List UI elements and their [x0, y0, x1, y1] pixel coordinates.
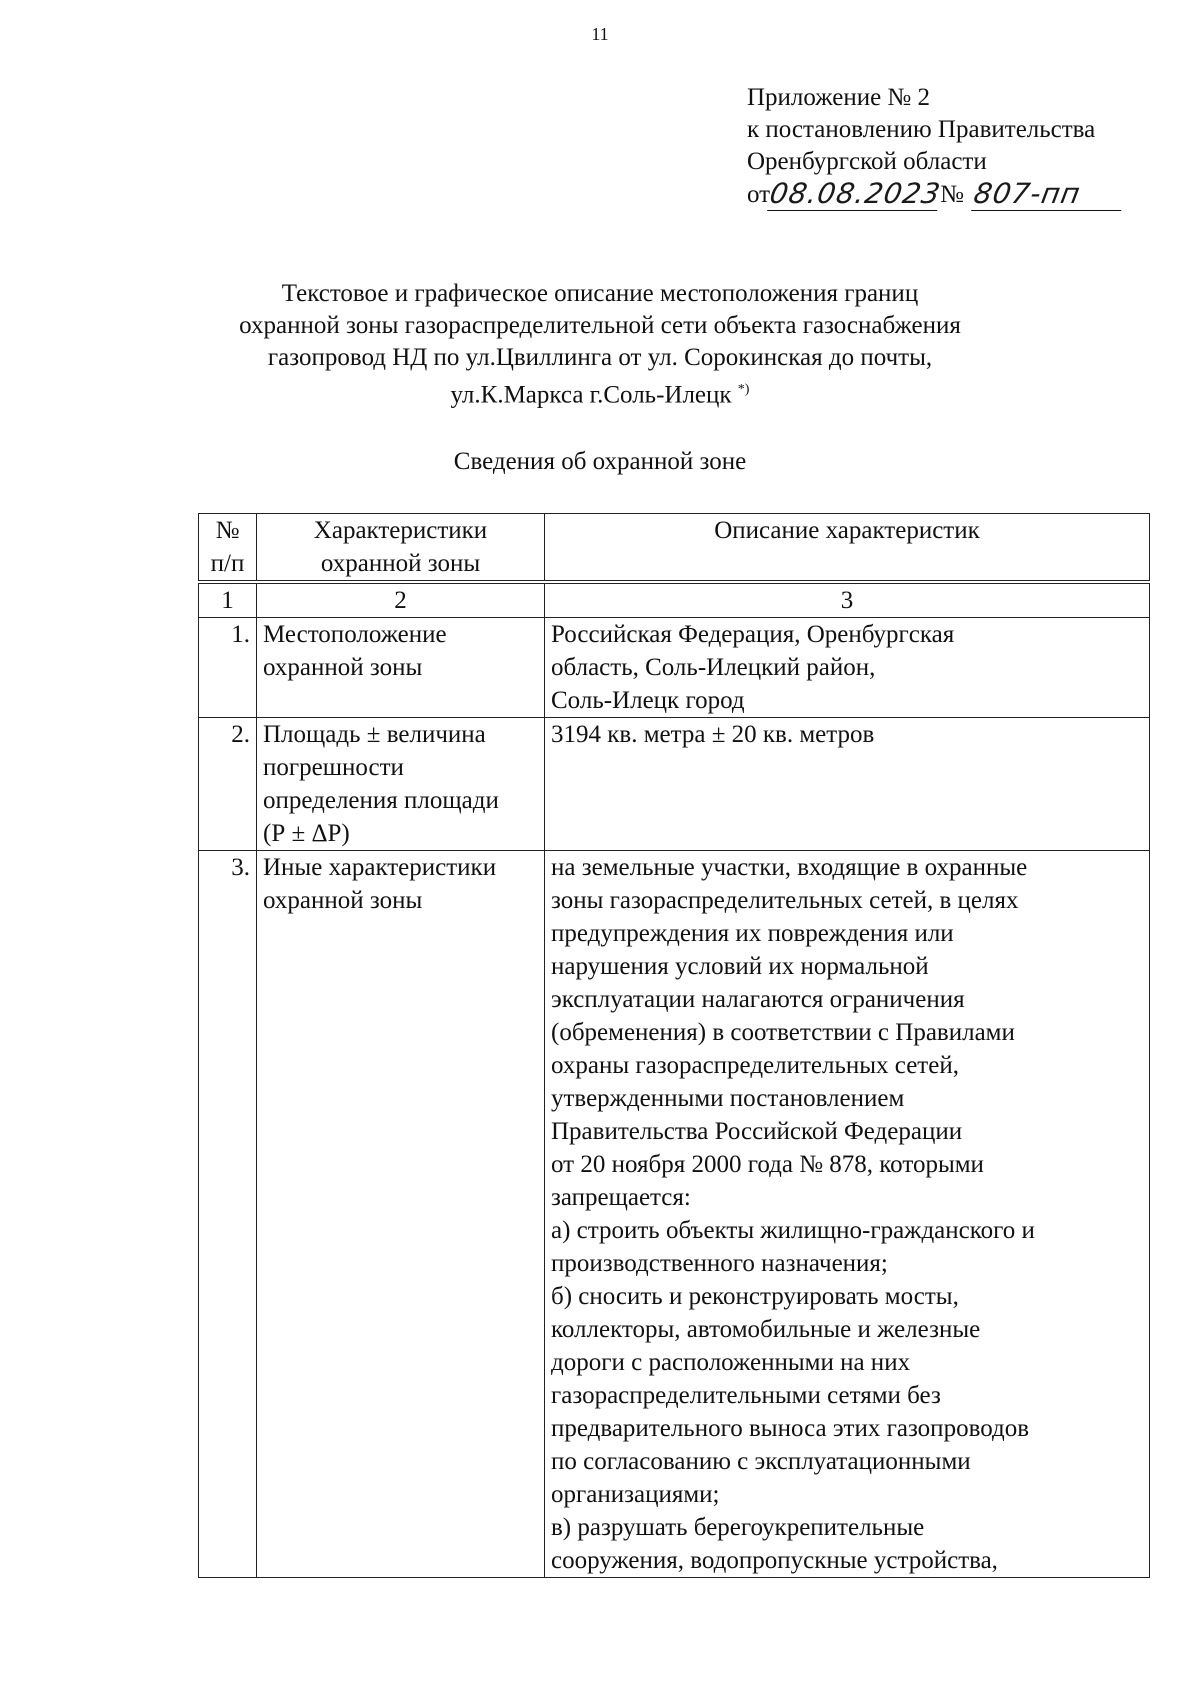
- footnote-mark: *): [737, 382, 750, 397]
- characteristic-description: [545, 851, 1150, 1578]
- characteristic-name-line: охранной зоны: [263, 654, 423, 681]
- description-line: нарушения условий их нормальной: [551, 953, 929, 980]
- header-line: Характеристики: [313, 517, 488, 544]
- characteristic-name: [257, 718, 545, 851]
- characteristic-name-line: охранной зоны: [263, 887, 423, 914]
- characteristic-name: [257, 618, 545, 718]
- number-prefix: №: [940, 181, 964, 208]
- handwritten-date: 08.08.2023: [767, 177, 944, 210]
- description-line: утвержденными постановлением: [551, 1085, 905, 1112]
- appendix-region: Оренбургской области: [747, 148, 987, 175]
- characteristic-description: [545, 718, 1150, 851]
- column-number: 1: [199, 584, 257, 618]
- row-number: 1.: [199, 618, 257, 718]
- date-prefix: от: [747, 181, 771, 208]
- table-row: [199, 618, 1150, 718]
- description-line: зоны газораспределительных сетей, в целях: [551, 887, 1019, 914]
- description-line: газораспределительными сетями без: [551, 1382, 941, 1409]
- header-description: Описание характеристик: [545, 514, 1150, 581]
- header-num: [199, 514, 257, 581]
- appendix-title: Приложение № 2: [747, 84, 931, 111]
- description-line: организациями;: [551, 1481, 720, 1508]
- description-line: предупреждения их повреждения или: [551, 920, 954, 947]
- table-row: [199, 718, 1150, 851]
- description-line: запрещается:: [551, 1184, 691, 1211]
- description-line: на земельные участки, входящие в охранные: [551, 854, 1028, 881]
- appendix-to-resolution: к постановлению Правительства: [747, 116, 1096, 143]
- description-line: б) сносить и реконструировать мосты,: [551, 1283, 959, 1310]
- header-line: п/п: [210, 550, 245, 577]
- description-line: 3194 кв. метра ± 20 кв. метров: [551, 721, 875, 748]
- characteristic-name-line: Иные характеристики: [263, 854, 497, 881]
- description-line: производственного назначения;: [551, 1250, 888, 1277]
- description-line: Соль-Илецк город: [551, 687, 745, 714]
- table-body: [199, 618, 1150, 1578]
- description-line: дороги с расположенными на них: [551, 1349, 911, 1376]
- characteristic-name-line: Площадь ± величина: [263, 721, 486, 748]
- header-characteristics: [257, 514, 545, 581]
- description-line: (обременения) в соответствии с Правилами: [551, 1019, 1015, 1046]
- table-row: [199, 851, 1150, 1578]
- header-table: [198, 513, 1150, 581]
- characteristic-name-line: определения площади: [263, 787, 499, 814]
- document-title: [0, 278, 1200, 411]
- table-header-row: [199, 514, 1150, 581]
- appendix-block: [747, 82, 1124, 211]
- characteristic-name: [257, 851, 545, 1578]
- handwritten-number: 807-пп: [971, 178, 1127, 211]
- title-line: газопровод НД по ул.Цвиллинга от ул. Сорокинская до почты,: [267, 344, 933, 371]
- appendix-date-number: [747, 178, 1124, 211]
- column-number: 3: [545, 584, 1150, 618]
- characteristic-name-line: Местоположение: [263, 621, 447, 648]
- column-number-row: [199, 584, 1150, 618]
- description-line: предварительного выноса этих газопроводов: [551, 1415, 1030, 1442]
- column-number: 2: [257, 584, 545, 618]
- row-number: 2.: [199, 718, 257, 851]
- description-line: сооружения, водопропускные устройства,: [551, 1547, 998, 1574]
- description-line: охраны газораспределительных сетей,: [551, 1052, 959, 1079]
- description-line: от 20 ноября 2000 года № 878, которыми: [551, 1151, 984, 1178]
- header-line: №: [215, 517, 240, 544]
- description-line: по согласованию с эксплуатационными: [551, 1448, 971, 1475]
- header-line: охранной зоны: [320, 550, 481, 577]
- page-number: 11: [591, 24, 609, 44]
- title-line: [0, 374, 1200, 411]
- description-line: область, Соль-Илецкий район,: [551, 654, 876, 681]
- description-line: эксплуатации налагаются ограничения: [551, 986, 965, 1013]
- zone-table: [198, 583, 1150, 1578]
- characteristic-name-line: погрешности: [263, 754, 404, 781]
- description-line: Российская Федерация, Оренбургская: [551, 621, 955, 648]
- description-line: в) разрушать берегоукрепительные: [551, 1514, 925, 1541]
- title-line-text: ул.К.Маркса г.Соль-Илецк: [450, 381, 732, 409]
- title-line: охранной зоны газораспределительной сети объекта газоснабжения: [239, 312, 961, 339]
- title-line: Текстовое и графическое описание местоположения границ: [281, 280, 919, 307]
- description-line: а) строить объекты жилищно-гражданского и: [551, 1217, 1035, 1244]
- characteristic-name-line: (Р ± ΔР): [263, 820, 350, 847]
- row-number: 3.: [199, 851, 257, 1578]
- characteristic-description: [545, 618, 1150, 718]
- section-subtitle: Сведения об охранной зоне: [453, 448, 747, 475]
- description-line: коллекторы, автомобильные и железные: [551, 1316, 981, 1343]
- description-line: Правительства Российской Федерации: [551, 1118, 963, 1145]
